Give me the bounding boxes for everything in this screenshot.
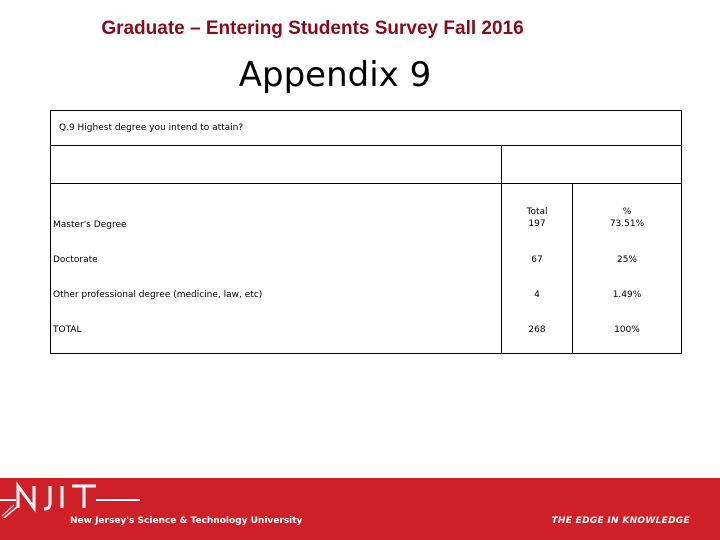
column-header-total: Total bbox=[526, 207, 548, 217]
row-total: 4 bbox=[534, 290, 540, 300]
row-percent: 100% bbox=[614, 325, 640, 335]
footer-banner bbox=[0, 478, 720, 540]
footer-tagline: THE EDGE IN KNOWLEDGE bbox=[551, 516, 690, 526]
row-label: Other professional degree (medicine, law, etc) bbox=[53, 290, 263, 300]
survey-title: Graduate – Entering Students Survey Fall 2016 bbox=[101, 18, 524, 39]
appendix-heading: Appendix 9 bbox=[238, 55, 432, 95]
njit-logo bbox=[0, 478, 150, 518]
column-header-percent: % bbox=[622, 207, 632, 217]
row-label: Doctorate bbox=[53, 255, 98, 265]
question-text: Q.9 Highest degree you intend to attain? bbox=[59, 123, 244, 133]
row-label: TOTAL bbox=[53, 325, 82, 335]
results-table bbox=[50, 110, 682, 354]
row-label: Master's Degree bbox=[53, 220, 127, 230]
njit-subtitle: New Jersey's Science & Technology University bbox=[70, 516, 303, 526]
row-total: 67 bbox=[531, 255, 543, 265]
table-divider-header bbox=[51, 183, 681, 184]
row-percent: 25% bbox=[616, 255, 637, 265]
table-divider-col1 bbox=[501, 145, 502, 353]
table-divider-top bbox=[51, 145, 681, 146]
row-total: 197 bbox=[528, 219, 546, 229]
row-total: 268 bbox=[528, 325, 546, 335]
row-percent: 73.51% bbox=[609, 219, 645, 229]
row-percent: 1.49% bbox=[612, 290, 642, 300]
